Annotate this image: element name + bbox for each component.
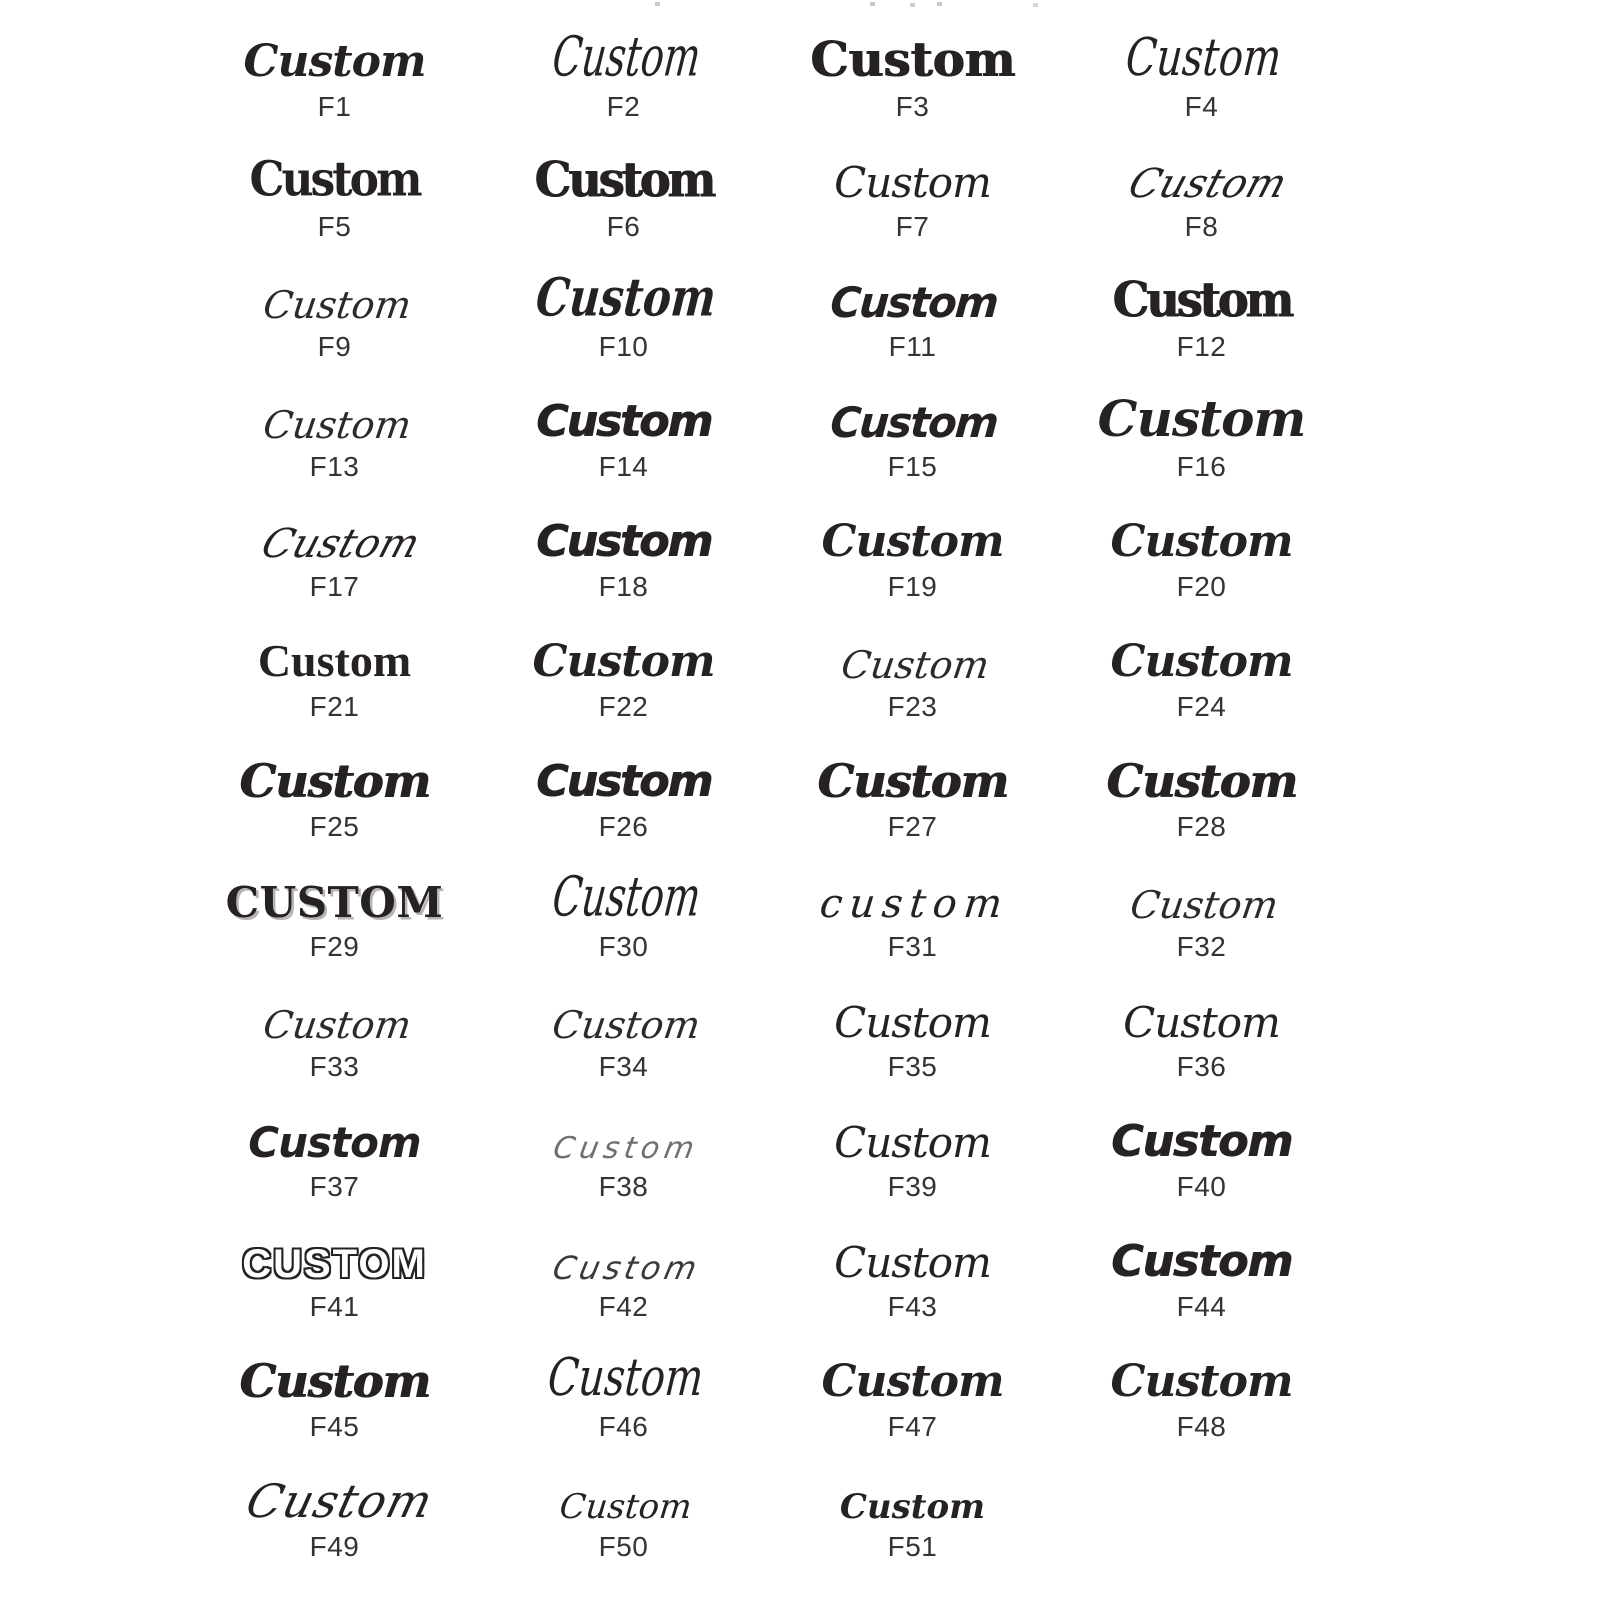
font-id-label: F29 <box>309 931 360 963</box>
font-id-label: F46 <box>598 1411 649 1443</box>
font-id-label: F45 <box>309 1411 360 1443</box>
font-option <box>190 1094 479 1214</box>
font-option <box>479 1214 768 1334</box>
font-id-label: F42 <box>598 1291 649 1323</box>
cropped-text-remnant <box>655 2 660 6</box>
font-option <box>1057 1094 1346 1214</box>
font-option <box>479 134 768 254</box>
font-sample-text: Custom <box>549 864 704 929</box>
font-id-label: F12 <box>1176 331 1227 363</box>
font-id-label: F7 <box>895 211 930 243</box>
font-id-label: F15 <box>887 451 938 483</box>
font-option <box>190 974 479 1094</box>
font-sample-text: Custom <box>536 396 711 448</box>
font-option <box>190 854 479 974</box>
font-id-label: F37 <box>309 1171 360 1203</box>
font-id-label: F9 <box>317 331 352 363</box>
font-option <box>1057 374 1346 494</box>
font-option <box>768 494 1057 614</box>
font-id-label: F20 <box>1176 571 1227 603</box>
font-sample-text: Custom <box>260 403 414 448</box>
font-option <box>1057 1334 1346 1454</box>
font-option <box>479 494 768 614</box>
font-id-label: F31 <box>887 931 938 963</box>
font-option <box>768 1214 1057 1334</box>
font-id-label: F18 <box>598 571 649 603</box>
font-option <box>190 1334 479 1454</box>
font-option <box>479 14 768 134</box>
font-option <box>1057 494 1346 614</box>
font-sample-text: Custom <box>536 756 711 808</box>
font-sample-text: Custom <box>249 152 420 208</box>
font-sample-text: Custom <box>834 998 991 1048</box>
font-id-label: F32 <box>1176 931 1227 963</box>
font-option <box>190 134 479 254</box>
font-sample-text: Custom <box>545 1348 706 1409</box>
font-id-label: F16 <box>1176 451 1227 483</box>
font-sample-text: custom <box>817 881 1012 928</box>
font-sample-text: Custom <box>239 754 430 809</box>
font-sample-text: Custom <box>1111 1236 1292 1288</box>
font-sample-text: Custom <box>1111 1116 1292 1168</box>
font-option <box>768 134 1057 254</box>
font-id-label: F44 <box>1176 1291 1227 1323</box>
font-id-label: F5 <box>317 211 352 243</box>
font-sample-text: Custom <box>1110 636 1293 688</box>
font-id-label: F34 <box>598 1051 649 1083</box>
font-sample-text: Custom <box>549 1249 705 1288</box>
font-id-label: F36 <box>1176 1051 1227 1083</box>
font-option <box>1057 734 1346 854</box>
font-option <box>768 254 1057 374</box>
font-id-label: F48 <box>1176 1411 1227 1443</box>
font-id-label: F17 <box>309 571 360 603</box>
font-sample-text: Custom <box>256 521 426 568</box>
font-sample-text: Custom <box>821 1356 1004 1408</box>
font-option <box>1057 14 1346 134</box>
font-sample-text: Custom <box>533 266 719 329</box>
font-sample-text: CUSTOM <box>242 1242 427 1287</box>
font-option <box>1057 854 1346 974</box>
font-option <box>1057 254 1346 374</box>
font-id-label: F51 <box>887 1531 938 1563</box>
font-sample-text: Custom <box>839 1487 986 1528</box>
font-id-label: F50 <box>598 1531 649 1563</box>
font-id-label: F6 <box>606 211 641 243</box>
font-option <box>479 1334 768 1454</box>
font-id-label: F41 <box>309 1291 360 1323</box>
font-option <box>768 14 1057 134</box>
font-id-label: F3 <box>895 91 930 123</box>
font-option <box>479 1094 768 1214</box>
font-option <box>1057 614 1346 734</box>
font-sample-text: Custom <box>1112 271 1291 329</box>
font-option <box>1057 1214 1346 1334</box>
font-id-label: F47 <box>887 1411 938 1443</box>
font-option <box>479 254 768 374</box>
font-sample-text: Custom <box>549 24 704 89</box>
font-option <box>190 374 479 494</box>
font-grid <box>190 14 1346 1574</box>
font-id-label: F25 <box>309 811 360 843</box>
font-id-label: F40 <box>1176 1171 1227 1203</box>
font-id-label: F24 <box>1176 691 1227 723</box>
font-sample-text: Custom <box>829 398 999 448</box>
font-option <box>190 734 479 854</box>
font-sample-text: Custom <box>829 278 999 328</box>
font-option <box>190 14 479 134</box>
font-sample-text: Custom <box>1123 28 1284 89</box>
font-id-label: F4 <box>1184 91 1219 123</box>
font-id-label: F39 <box>887 1171 938 1203</box>
font-id-label: F33 <box>309 1051 360 1083</box>
font-option <box>479 1454 768 1574</box>
font-sample-text: Custom <box>557 1487 694 1528</box>
font-sample-text: Custom <box>817 754 1008 809</box>
font-sample-text: Custom <box>821 516 1004 568</box>
font-id-label: F26 <box>598 811 649 843</box>
font-id-label: F2 <box>606 91 641 123</box>
font-sample-text: Custom <box>834 1238 991 1288</box>
font-sample-text: Custom <box>257 635 412 687</box>
font-option <box>479 734 768 854</box>
font-sample-text: Custom <box>1127 883 1281 928</box>
font-sample-text: Custom <box>1123 161 1293 208</box>
font-option <box>1057 134 1346 254</box>
font-sample-text: Custom <box>243 36 426 88</box>
font-sample-text: Custom <box>241 1474 440 1529</box>
font-sample-text: Custom <box>1110 516 1293 568</box>
font-id-label: F22 <box>598 691 649 723</box>
font-id-label: F23 <box>887 691 938 723</box>
font-id-label: F19 <box>887 571 938 603</box>
font-id-label: F11 <box>888 331 937 363</box>
font-id-label: F49 <box>309 1531 360 1563</box>
font-sample-text: Custom <box>834 1118 991 1168</box>
font-sample-text: Custom <box>550 1131 702 1167</box>
font-option <box>768 614 1057 734</box>
font-option <box>479 854 768 974</box>
font-option <box>768 1454 1057 1574</box>
font-option <box>768 1094 1057 1214</box>
font-id-label: F10 <box>598 331 649 363</box>
font-sample-text: Custom <box>834 158 991 208</box>
font-option <box>768 374 1057 494</box>
font-id-label: F30 <box>598 931 649 963</box>
font-id-label: F38 <box>598 1171 649 1203</box>
font-option <box>768 1334 1057 1454</box>
font-id-label: F21 <box>309 691 360 723</box>
font-id-label: F13 <box>309 451 360 483</box>
font-option <box>479 974 768 1094</box>
font-sample-text: Custom <box>1123 998 1280 1048</box>
font-id-label: F1 <box>317 91 352 123</box>
font-id-label: F35 <box>887 1051 938 1083</box>
font-sample-text: Custom <box>838 643 992 688</box>
font-sample-text: Custom <box>549 1003 703 1048</box>
font-option <box>1057 974 1346 1094</box>
font-sample-text: Custom <box>809 32 1016 89</box>
font-sample-text: Custom <box>1110 1356 1293 1408</box>
font-sample-text: Custom <box>534 151 713 209</box>
font-sample-text: Custom <box>260 1003 414 1048</box>
font-id-label: F14 <box>598 451 649 483</box>
font-sample-text: Custom <box>239 1354 430 1409</box>
font-option <box>479 374 768 494</box>
font-sample-text: Custom <box>1097 389 1306 449</box>
font-option <box>190 254 479 374</box>
font-option <box>190 614 479 734</box>
font-id-label: F43 <box>887 1291 938 1323</box>
font-sample-text: CUSTOM <box>225 878 444 928</box>
font-option <box>768 974 1057 1094</box>
font-id-label: F28 <box>1176 811 1227 843</box>
font-option <box>768 854 1057 974</box>
font-option <box>768 734 1057 854</box>
font-option <box>190 494 479 614</box>
font-sample-text: Custom <box>532 636 715 688</box>
font-sample-text: Custom <box>1106 754 1297 809</box>
font-id-label: F27 <box>887 811 938 843</box>
font-sample-text: Custom <box>536 516 711 568</box>
font-id-label: F8 <box>1184 211 1219 243</box>
font-sample-text: Custom <box>248 1118 421 1168</box>
font-option <box>479 614 768 734</box>
font-option <box>190 1214 479 1334</box>
font-option <box>190 1454 479 1574</box>
font-sample-text: Custom <box>260 283 414 328</box>
